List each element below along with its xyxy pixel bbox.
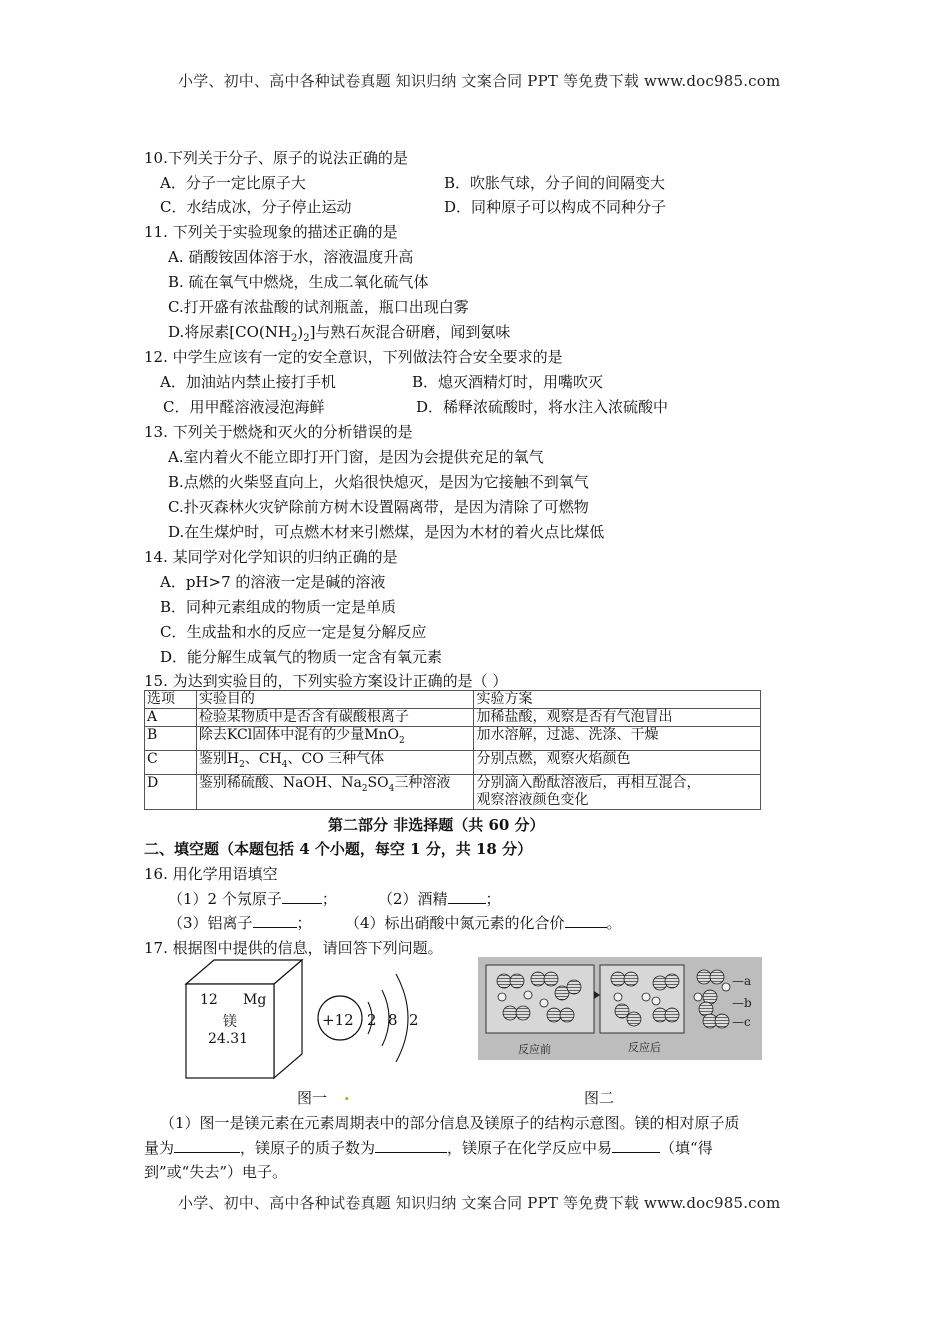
table-cell: 检验某物质中是否含有碳酸根离子	[196, 709, 474, 727]
q11-option-a: A. 硝酸铵固体溶于水，溶液温度升高	[168, 248, 414, 266]
table-header-cell: 实验方案	[474, 691, 761, 709]
element-mass: 24.31	[208, 1031, 249, 1047]
q17-stem: 17. 根据图中提供的信息，请回答下列问题。	[144, 939, 443, 957]
q16-part2: （2）酒精 ；	[378, 890, 501, 908]
element-name: 镁	[223, 1014, 237, 1030]
q12-option-a: A．加油站内禁止接打手机	[160, 373, 336, 391]
reaction-figure	[478, 957, 762, 1060]
table-cell: B	[145, 727, 197, 751]
q16-part1: （1）2 个氖原子 ；	[168, 890, 337, 908]
experiment-table	[144, 690, 761, 810]
table-row	[145, 750, 761, 774]
q13-option-a: A.室内着火不能立即打开门窗，是因为会提供充足的氧气	[168, 448, 544, 466]
table-cell: D	[145, 774, 197, 809]
q13-option-d: D.在生煤炉时，可点燃木材来引燃煤，是因为木材的着火点比煤低	[168, 523, 605, 541]
q10-option-c: C．水结成冰，分子停止运动	[160, 198, 352, 216]
q13-option-b: B.点燃的火柴竖直向上，火焰很快熄灭，是因为它接触不到氧气	[168, 473, 589, 491]
legend-a-label: —a	[732, 974, 752, 988]
table-cell: 分别点燃，观察火焰颜色	[474, 750, 761, 774]
q14-option-c: C．生成盐和水的反应一定是复分解反应	[160, 623, 427, 641]
q14-option-b: B．同种元素组成的物质一定是单质	[160, 598, 397, 616]
table-cell: 鉴别稀硫酸、NaOH、$Na_2SO_4$三种溶液	[196, 774, 474, 809]
q17-sub1-line1: （1）图一是镁元素在元素周期表中的部分信息及镁原子的结构示意图。镁的相对原子质	[160, 1114, 740, 1132]
part2-title: 第二部分 非选择题（共 60 分）	[328, 816, 545, 834]
q10-stem: 10.下列关于分子、原子的说法正确的是	[144, 149, 408, 167]
table-row	[145, 727, 761, 751]
q17-sub1-line2: 量为 ，镁原子的质子数为 ，镁原子在化学反应中易 （填“得	[144, 1139, 713, 1157]
section2-title: 二、填空题（本题包括 4 个小题，每空 1 分，共 18 分）	[144, 840, 533, 858]
q10-option-b: B．吹胀气球，分子间的间隔变大	[444, 174, 666, 192]
q12-option-b: B．熄灭酒精灯时，用嘴吹灭	[412, 373, 604, 391]
nucleus-charge: +12	[322, 1011, 354, 1029]
figure2-caption: 图二	[584, 1089, 615, 1107]
shell-1-electrons: 2	[367, 1011, 377, 1029]
page-footer: 小学、初中、高中各种试卷真题 知识归纳 文案合同 PPT 等免费下载 www.doc985.com	[178, 1194, 781, 1212]
table-cell: 加稀盐酸，观察是否有气泡冒出	[474, 709, 761, 727]
q11-stem: 11. 下列关于实验现象的描述正确的是	[144, 223, 398, 241]
stray-dot: .	[344, 1085, 350, 1104]
q16-part4: （4）标出硝酸中氮元素的化合价 。	[345, 914, 622, 932]
table-header-cell: 选项	[145, 691, 197, 709]
table-cell: 加水溶解，过滤、洗涤、干燥	[474, 727, 761, 751]
q12-stem: 12. 中学生应该有一定的安全意识，下列做法符合安全要求的是	[144, 348, 563, 366]
table-cell: A	[145, 709, 197, 727]
q13-option-c: C.扑灭森林火灾铲除前方树木设置隔离带，是因为清除了可燃物	[168, 498, 589, 516]
legend-c-label: —c	[732, 1015, 751, 1029]
before-reaction-label: 反应前	[518, 1043, 551, 1056]
legend-b-label: —b	[732, 996, 752, 1010]
page-header: 小学、初中、高中各种试卷真题 知识归纳 文案合同 PPT 等免费下载 www.doc985.com	[178, 72, 781, 90]
table-cell: C	[145, 750, 197, 774]
q11-option-c: C.打开盛有浓盐酸的试剂瓶盖，瓶口出现白雾	[168, 298, 469, 316]
q11-option-b: B. 硫在氧气中燃烧，生成二氧化硫气体	[168, 273, 429, 291]
q14-option-d: D．能分解生成氧气的物质一定含有氧元素	[160, 648, 443, 666]
shell-2-electrons: 8	[388, 1011, 398, 1029]
shell-3-electrons: 2	[409, 1011, 419, 1029]
table-row	[145, 774, 761, 809]
q15-stem: 15. 为达到实验目的，下列实验方案设计正确的是（ ）	[144, 672, 508, 690]
q12-option-d: D．稀释浓硫酸时，将水注入浓硫酸中	[416, 398, 669, 416]
table-header-row	[145, 691, 761, 709]
table-cell: 鉴别$H_2$、$CH_4$、CO 三种气体	[196, 750, 474, 774]
q16-part3: （3）铝离子 ；	[168, 914, 312, 932]
q14-option-a: A．pH>7 的溶液一定是碱的溶液	[160, 573, 386, 591]
q11-option-d: D.将尿素$[CO(NH_2)_2]$与熟石灰混合研磨，闻到氨味	[168, 323, 511, 344]
q17-sub1-line3: 到”或“失去”）电子。	[144, 1163, 288, 1181]
q12-option-c: C．用甲醛溶液浸泡海鲜	[163, 398, 325, 416]
element-atomic-number: 12	[200, 992, 218, 1008]
table-header-cell: 实验目的	[196, 691, 474, 709]
element-cube-figure	[184, 958, 308, 1080]
q10-option-d: D．同种原子可以构成不同种分子	[444, 198, 667, 216]
table-cell: 除去KCl固体中混有的少量MnO$_2$	[196, 727, 474, 751]
q14-stem: 14. 某同学对化学知识的归纳正确的是	[144, 548, 398, 566]
q13-stem: 13. 下列关于燃烧和灭火的分析错误的是	[144, 423, 413, 441]
figure1-caption: 图一	[297, 1089, 328, 1107]
q10-option-a: A．分子一定比原子大	[160, 174, 306, 192]
table-cell: 分别滴入酚酞溶液后，再相互混合， 观察溶液颜色变化	[474, 774, 761, 809]
q16-stem: 16. 用化学用语填空	[144, 865, 278, 883]
element-symbol: Mg	[243, 992, 267, 1008]
after-reaction-label: 反应后	[628, 1041, 661, 1054]
table-row	[145, 709, 761, 727]
